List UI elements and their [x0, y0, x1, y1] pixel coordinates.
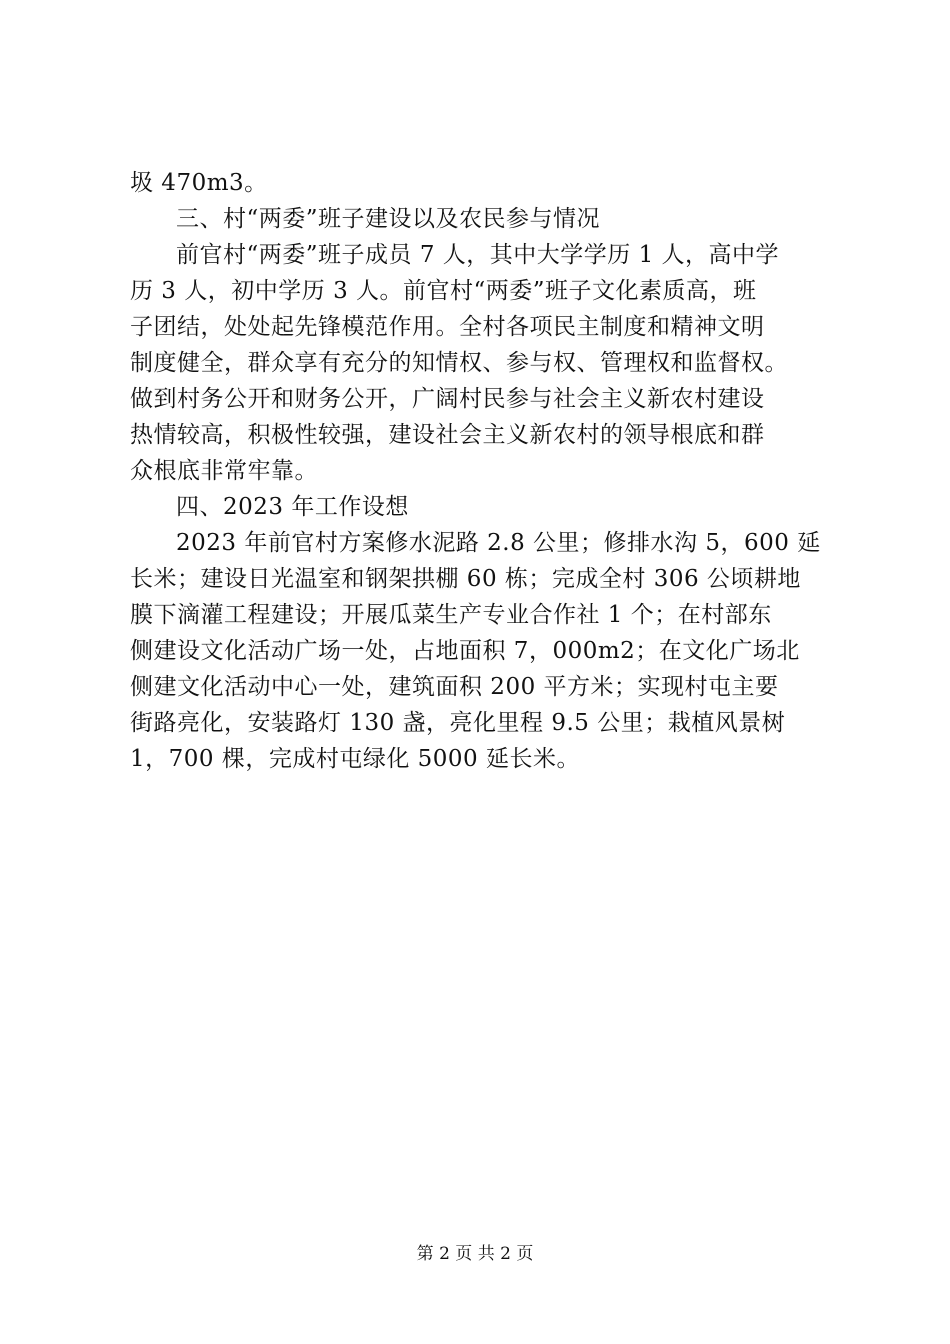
paragraph-line: 长米；建设日光温室和钢架拱棚 60 栋；完成全村 306 公顷耕地 — [130, 566, 801, 592]
paragraph-line: 侧建设文化活动广场一处，占地面积 7，000m2；在文化广场北 — [130, 638, 800, 664]
paragraph-line: 热情较高，积极性较强，建设社会主义新农村的领导根底和群 — [130, 422, 765, 448]
page-footer: 第 2 页 共 2 页 — [416, 1244, 534, 1264]
section-heading-3: 三、村“两委”班子建设以及农民参与情况 — [176, 206, 601, 232]
paragraph-line: 历 3 人，初中学历 3 人。前官村“两委”班子文化素质高，班 — [130, 278, 757, 304]
paragraph-line: 1，700 棵，完成村屯绿化 5000 延长米。 — [130, 746, 580, 772]
paragraph-line: 侧建文化活动中心一处，建筑面积 200 平方米；实现村屯主要 — [130, 674, 779, 700]
paragraph-line: 街路亮化，安装路灯 130 盏，亮化里程 9.5 公里；栽植风景树 — [130, 710, 786, 736]
paragraph-line: 2023 年前官村方案修水泥路 2.8 公里；修排水沟 5，600 延 — [176, 530, 821, 556]
paragraph-line: 制度健全，群众享有充分的知情权、参与权、管理权和监督权。 — [130, 350, 788, 376]
paragraph-line: 众根底非常牢靠。 — [130, 458, 318, 484]
paragraph-line: 膜下滴灌工程建设；开展瓜菜生产专业合作社 1 个；在村部东 — [130, 602, 772, 628]
paragraph-line: 做到村务公开和财务公开，广阔村民参与社会主义新农村建设 — [130, 386, 765, 412]
text-line-continuation: 圾 470m3。 — [130, 170, 268, 196]
section-heading-4: 四、2023 年工作设想 — [176, 494, 409, 520]
paragraph-line: 前官村“两委”班子成员 7 人，其中大学学历 1 人，高中学 — [176, 242, 780, 268]
paragraph-line: 子团结，处处起先锋模范作用。全村各项民主制度和精神文明 — [130, 314, 765, 340]
document-body — [130, 165, 840, 777]
